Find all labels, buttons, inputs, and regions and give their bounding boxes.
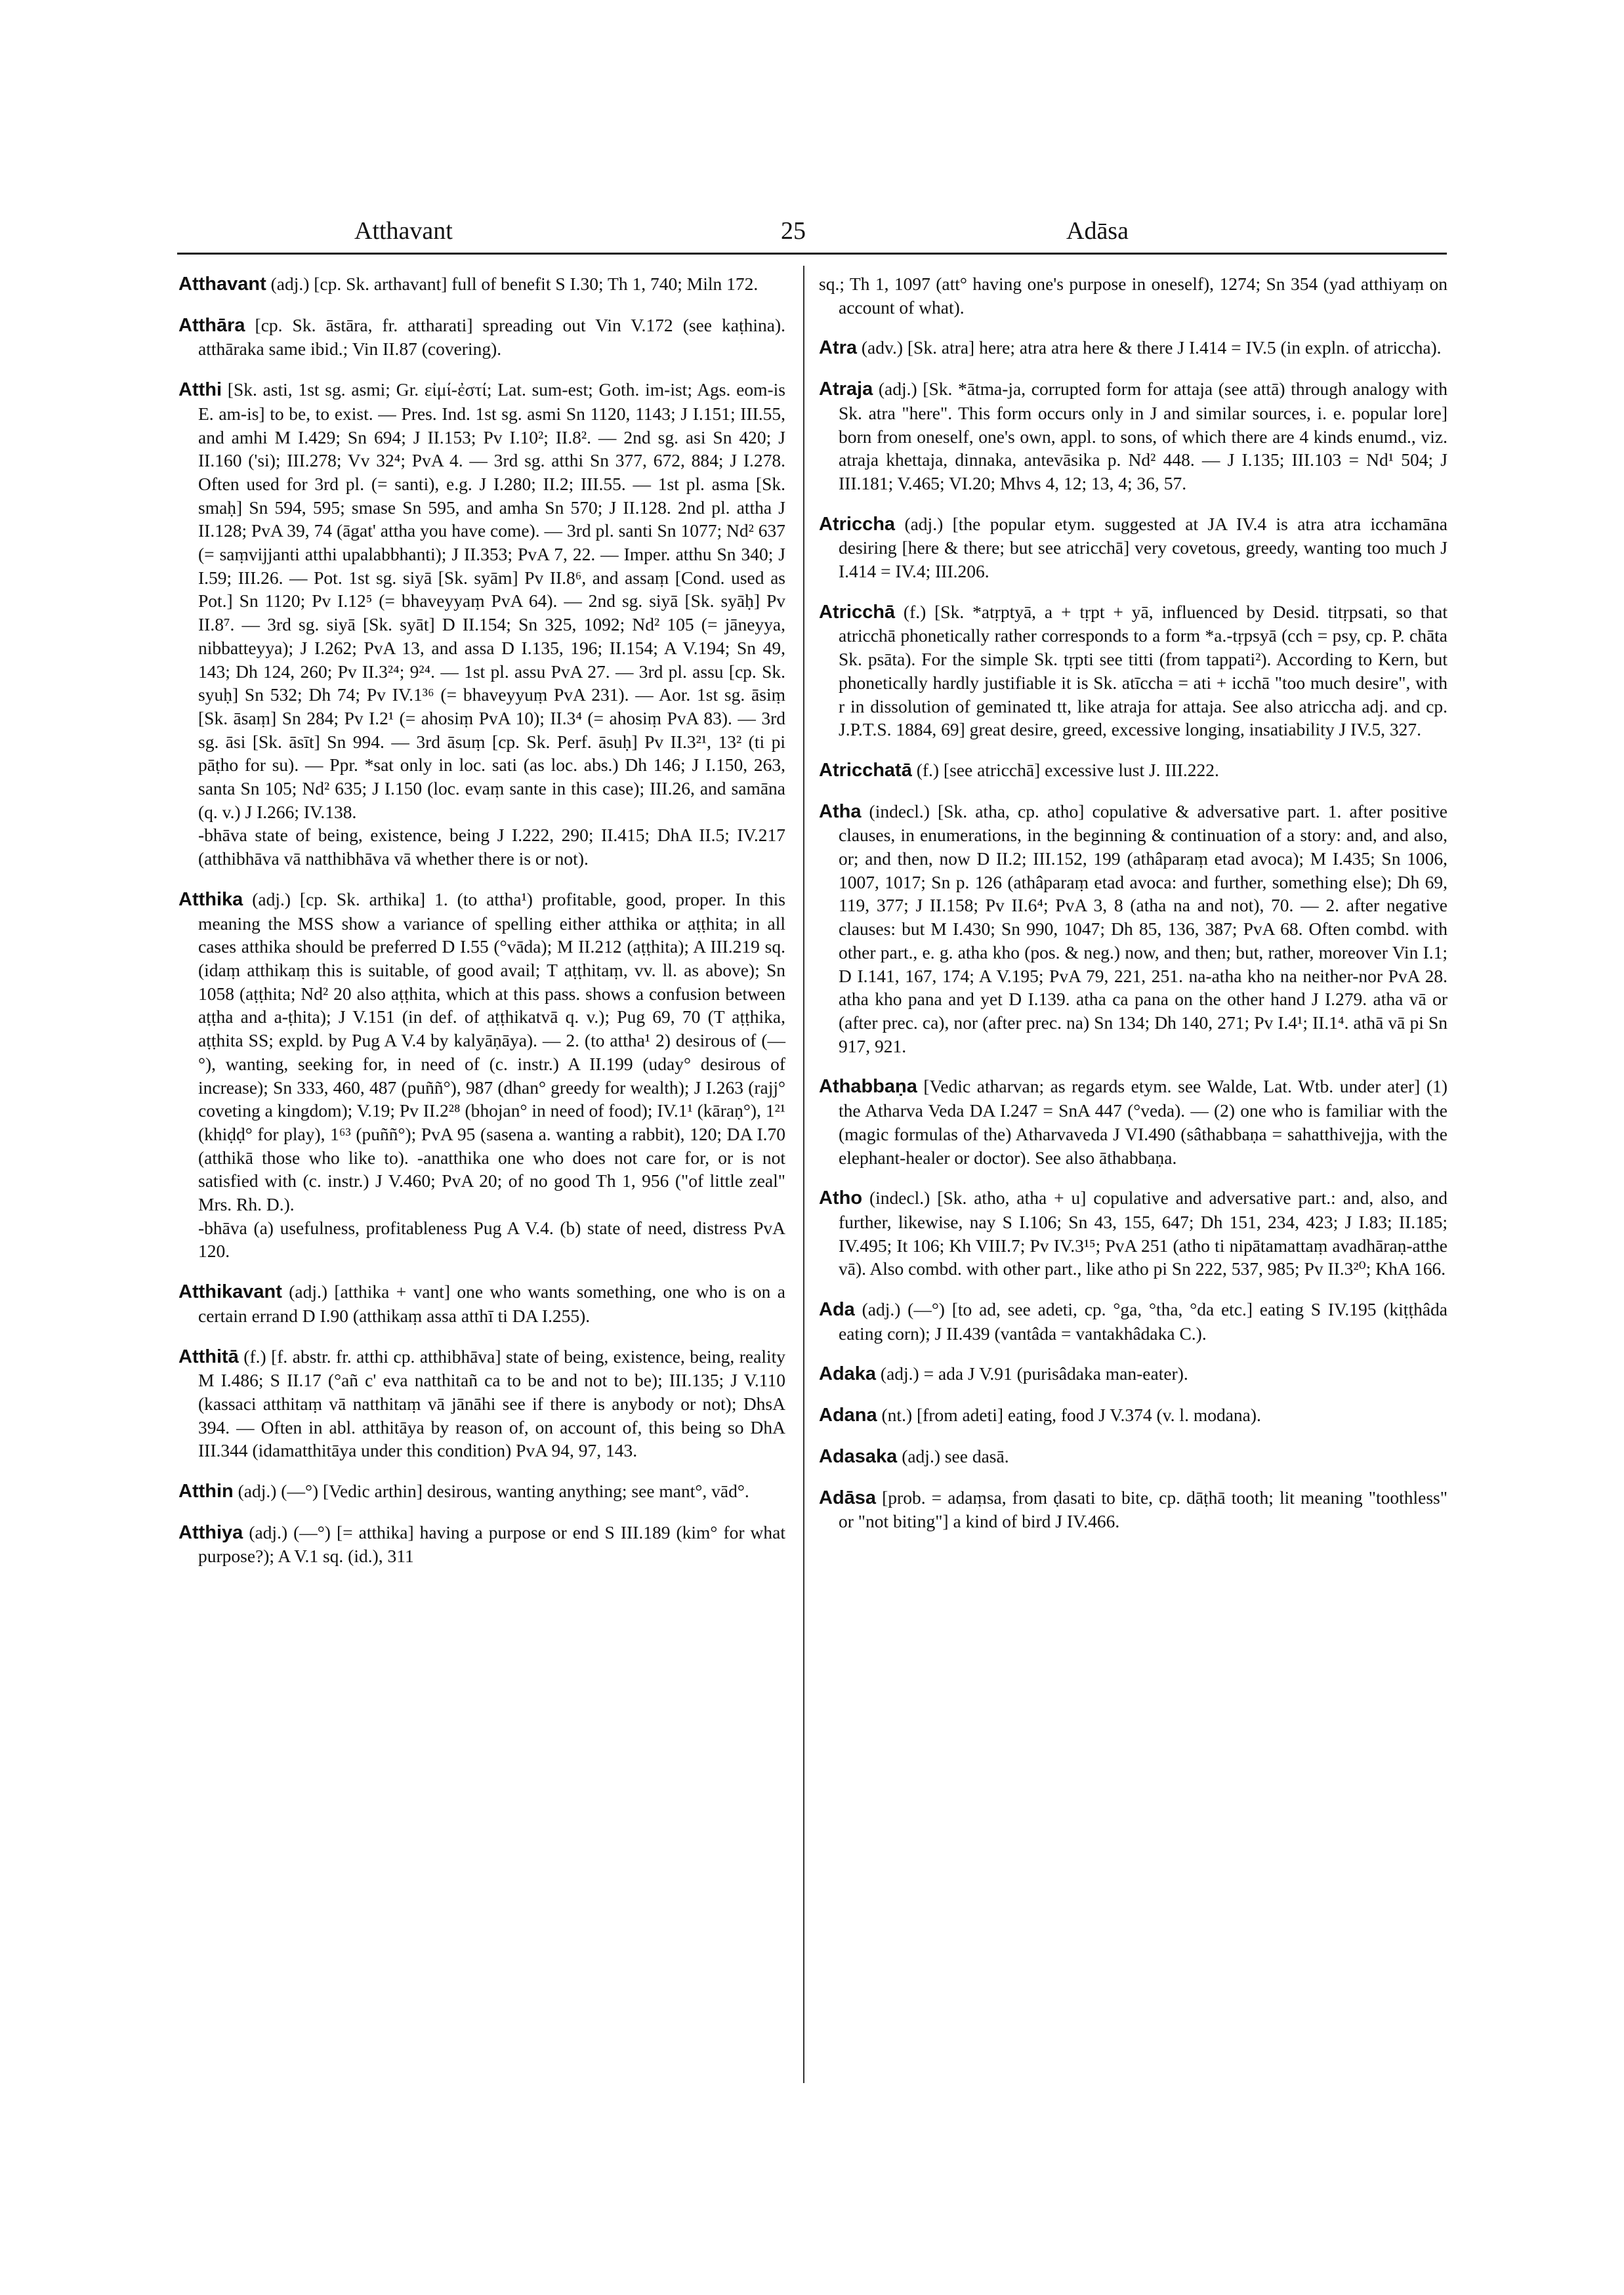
entry-atthavant	[178, 272, 785, 297]
headword: Atra	[819, 337, 858, 359]
entry-text: (f.) [Sk. *atṛptyā, a + tṛpt + yā, influenced by Desid. titṛpsati, so that atricchā phonetically rather corresponds to a form *a.-tṛpsyā (cch = psy, cp. P. chāta Sk. psāta). For the simple Sk. tṛpti see titti (from tappati²). According to Kern, but phonetically hardly justifiable it is Sk. atīccha = ati + icchā "too much desire", with r in dissolution of geminated tt, like atraja for attaja. See also atriccha adj. and cp. J.P.T.S. 1884, 69] great desire, greed, excessive longing, insatiability J IV.5, 327.	[839, 601, 1447, 740]
entry-ada	[819, 1298, 1447, 1345]
entry-text: (adj.) [the popular etym. suggested at JA IV.4 is atra atra icchamāna desiring [here & there; but see atricchā] very covetous, greedy, wanting too much J I.414 = IV.4; III.206.	[839, 513, 1447, 582]
headword: Atthāra	[178, 314, 245, 336]
headword: Adāsa	[819, 1487, 877, 1508]
entry-subentry: -bhāva state of being, existence, being J I.222, 290; II.415; DhA II.5; IV.217 (atthibhāva vā natthibhāva vā whether there is or not).	[198, 825, 785, 869]
page-number: 25	[781, 217, 806, 245]
entry-atra	[819, 336, 1447, 360]
entry-atthiya	[178, 1521, 785, 1568]
right-column	[819, 272, 1447, 1550]
entry-text: (adj.) [atthika + vant] one who wants something, one who is on a certain errand D I.90 (atthikaṃ assa atthī ti DA I.255).	[198, 1281, 785, 1326]
entry-atraja	[819, 377, 1447, 495]
entry-atricchata	[819, 758, 1447, 783]
running-head-left: Atthavant	[354, 217, 453, 245]
headword: Atthitā	[178, 1346, 239, 1367]
headword: Atho	[819, 1188, 863, 1209]
entry-atthita	[178, 1345, 785, 1463]
left-column	[178, 272, 785, 1585]
entry-text: [prob. = adaṃsa, from ḍasati to bite, cp. dāṭhā tooth; lit meaning "toothless" or "not biting"] a kind of bird J IV.466.	[839, 1487, 1447, 1532]
headword: Adana	[819, 1405, 877, 1426]
entry-atriccha	[819, 512, 1447, 583]
entry-subentry: -bhāva (a) usefulness, profitableness Pug A V.4. (b) state of need, distress PvA 120.	[198, 1217, 785, 1262]
entry-atha	[819, 800, 1447, 1058]
headword: Adaka	[819, 1363, 877, 1385]
headword: Atthiya	[178, 1521, 243, 1543]
entry-text: [Vedic atharvan; as regards etym. see Walde, Lat. Wtb. under ater] (1) the Atharva Veda DA I.247 = SnA 447 (°veda). — (2) one who is familiar with the (magic formulas of the) Atharvaveda J VI.490 (sâthabbaṇa = sahatthivejja, with the elephant-healer or doctor). See also āthabbaṇa.	[839, 1076, 1447, 1168]
entry-atho	[819, 1186, 1447, 1281]
entry-continuation	[819, 272, 1447, 319]
headword: Atthikavant	[178, 1281, 282, 1303]
entry-text: sq.; Th 1, 1097 (att° having one's purpose in oneself), 1274; Sn 354 (yad atthiyaṃ on account of what).	[819, 274, 1447, 318]
headword: Atricchā	[819, 601, 896, 623]
entry-text: (adj.) (—°) [= atthika] having a purpose or end S III.189 (kim° for what purpose?); A V.1 sq. (id.), 311	[198, 1521, 785, 1567]
entry-atthara	[178, 314, 785, 361]
entry-atthikavant	[178, 1280, 785, 1327]
entry-text: (adj.) [cp. Sk. arthika] 1. (to attha¹) profitable, good, proper. In this meaning the MSS show a variance of spelling either atthika or aṭṭhita; in all cases atthika should be preferred D I.55 (°vāda); M II.212 (aṭṭhita); A III.219 sq. (idaṃ atthikaṃ this is suitable, of good avail; T aṭṭhitaṃ, vv. ll. as above); Sn 1058 (aṭṭhita; Nd² 20 also aṭṭhita, which at this pass. shows a confusion between aṭṭha and a-ṭhita); J V.151 (in def. of aṭṭhikatvā q. v.); Pug 69, 70 (T aṭṭhika, aṭṭhita SS; expld. by Pug A V.4 by kalyāṇāya). — 2. (to attha¹ 2) desirous of (—°), wanting, seeking for, in need of (c. instr.) A II.199 (uday° desirous of increase); Sn 333, 460, 487 (puññ°), 987 (dhan° greedy for wealth); J I.263 (rajj° coveting a kingdom); V.19; Pv II.2²⁸ (bhojan° in need of food); IV.1¹ (kāraṇ°), 1²¹ (khiḍḍ° for play), 1⁶³ (puññ°); PvA 95 (sasena a. wanting a rabbit), 120; DA I.70 (atthikā those who like to). -anatthika one who does not care for, or is not satisfied with (c. instr.) J V.460; PvA 20; of no good Th 1, 956 ("of little zeal" Mrs. Rh. D.).	[198, 888, 785, 1215]
entry-text: [Sk. asti, 1st sg. asmi; Gr. εἰμί-ἐστί; Lat. sum-est; Goth. im-ist; Ags. eom-is E. am-is] to be, to exist. — Pres. Ind. 1st sg. asmi Sn 1120, 1143; J I.151; III.55, and amhi M I.429; Sn 694; J II.153; Pv I.10²; II.8². — 2nd sg. asi Sn 420; J II.160 ('si); III.278; Vv 32⁴; PvA 4. — 3rd sg. atthi Sn 377, 672, 884; J I.278. Often used for 3rd pl. (= santi), e.g. J I.280; II.2; III.55. — 1st pl. asma [Sk. smaḥ] Sn 594, 595; smase Sn 595, and amha Sn 570; J II.128. 2nd pl. attha J II.128; PvA 39, 74 (āgat' attha you have come). — 3rd pl. santi Sn 1077; Nd² 637 (= saṃvijjanti atthi upalabbhanti); J II.353; PvA 7, 22. — Imper. atthu Sn 340; J I.59; III.26. — Pot. 1st sg. siyā [Sk. syām] Pv II.8⁶, and assaṃ [Cond. used as Pot.] Sn 1120; Pv I.12⁵ (= bhaveyyaṃ PvA 64). — 2nd sg. siyā [Sk. syāḥ] Pv II.8⁷. — 3rd sg. siyā [Sk. syāt] D II.154; Sn 325, 1092; Nd² 105 (= jāneyya, nibbatteyya); J I.262; PvA 13, and assa D I.135, 196; II.154; A V.194; Sn 49, 143; Dh 124, 260; Pv II.3²⁴; 9²⁴. — 1st pl. assu PvA 27. — 3rd pl. assu [cp. Sk. syuḥ] Sn 532; Dh 74; Pv IV.1³⁶ (= bhaveyyuṃ PvA 231). — Aor. 1st sg. āsiṃ [Sk. āsaṃ] Sn 284; Pv I.2¹ (= ahosiṃ PvA 10); II.3⁴ (= ahosiṃ PvA 83). — 3rd sg. āsi [Sk. āsīt] Sn 994. — 3rd āsuṃ [cp. Sk. Perf. āsuḥ] Pv II.3²¹, 13² (ti pi pāṭho for su). — Ppr. *sat only in loc. sati (as loc. abs.) Dh 146; J I.150, 263, santa Sn 105; Nd² 635; J I.150 (loc. evaṃ sante in this case); III.26, and samāna (q. v.) J I.266; IV.138.	[198, 379, 785, 822]
entry-athabbana	[819, 1075, 1447, 1169]
headword: Atthin	[178, 1481, 234, 1502]
entry-text: (adj.) = ada J V.91 (purisâdaka man-eater).	[876, 1363, 1188, 1384]
column-divider	[803, 266, 804, 2083]
entry-adasa	[819, 1486, 1447, 1533]
headword: Ada	[819, 1299, 855, 1321]
headword: Atthi	[178, 379, 222, 401]
entry-atthin	[178, 1479, 785, 1504]
entry-atriccha	[819, 600, 1447, 741]
entry-text: (f.) [see atricchā] excessive lust J. III.222.	[911, 759, 1219, 780]
entry-text: (adj.) [cp. Sk. arthavant] full of benefit S I.30; Th 1, 740; Miln 172.	[266, 274, 759, 294]
entry-text: (adj.) (—°) [Vedic arthin] desirous, wanting anything; see mant°, vād°.	[233, 1481, 749, 1502]
headword: Atthika	[178, 888, 243, 910]
entry-text: (indecl.) [Sk. atha, cp. atho] copulative & adversative part. 1. after positive clauses, in enumerations, in the beginning & continuation of a story: and, and also, or; and then, now D II.2; III.152, 199 (athâparaṃ etad avoca); M I.435; Sn 1006, 1007, 1017; Sn p. 126 (athâparaṃ etad avoca: and further, something else); Dh 69, 119, 377; J II.158; Pv II.6⁴; PvA 3, 8 (atha na and not), 70. — 2. after negative clauses: but M I.430; Sn 990, 1047; Dh 85, 136, 387; PvA 68. Often combd. with other part., e. g. atha kho (pos. & neg.) now, and then; but, rather, moreover Vin I.1; D I.141, 167, 174; A V.195; PvA 79, 221, 251. na-atha kho na neither-nor PvA 28. atha kho pana and yet D I.139. atha ca pana on the other hand J I.279. atha vā or (after prec. ca), nor (after prec. na) Sn 134; Dh 140, 271; Pv I.4¹; II.1⁴. athā vā pi Sn 917, 921.	[839, 800, 1447, 1056]
entry-text: (nt.) [from adeti] eating, food J V.374 (v. l. modana).	[877, 1405, 1261, 1426]
entry-text: [cp. Sk. āstāra, fr. attharati] spreading out Vin V.172 (see kaṭhina). atthāraka same ibid.; Vin II.87 (covering).	[198, 314, 785, 360]
entry-adasaka	[819, 1445, 1447, 1469]
header-rule	[177, 253, 1447, 255]
entry-text: (adj.) [Sk. *ātma-ja, corrupted form for attaja (see attā) through analogy with Sk. atra "here". This form occurs only in J and similar sources, i. e. popular lore] born from oneself, one's own, appl. to sons, of which there are 4 kinds enumd., viz. atraja khettaja, dinnaka, antevāsika p. Nd² 448. — J I.135; III.103 = Nd¹ 504; J III.181; V.465; VI.20; Mhvs 4, 12; 13, 4; 36, 57.	[839, 379, 1447, 493]
entry-atthika	[178, 888, 785, 1263]
entry-text: (indecl.) [Sk. atho, atha + u] copulative and adversative part.: and, also, and further, likewise, nay S I.106; Sn 43, 155, 647; Dh 151, 234, 423; J I.83; II.185; IV.495; It 106; Kh VIII.7; Pv IV.3¹⁵; PvA 251 (atho ti nipātamattaṃ avadhāraṇ-atthe vā). Also combd. with other part., like atho pi Sn 222, 537, 985; Pv II.3²⁰; KhA 166.	[839, 1188, 1447, 1279]
entry-adana	[819, 1403, 1447, 1428]
headword: Athabbaṇa	[819, 1076, 917, 1098]
headword: Atricchatā	[819, 759, 912, 781]
entry-text: (adj.) see dasā.	[897, 1445, 1009, 1466]
headword: Atriccha	[819, 513, 896, 535]
headword: Adasaka	[819, 1445, 898, 1467]
headword: Atha	[819, 800, 862, 822]
entry-adaka	[819, 1362, 1447, 1386]
headword: Atthavant	[178, 274, 266, 295]
headword: Atraja	[819, 379, 873, 400]
entry-atthi	[178, 378, 785, 871]
entry-text: (adj.) (—°) [to ad, see adeti, cp. °ga, °tha, °da etc.] eating S IV.195 (kiṭṭhâda eating corn); J II.439 (vantâda = vantakhâdaka C.).	[839, 1299, 1447, 1344]
entry-text: (adv.) [Sk. atra] here; atra atra here & there J I.414 = IV.5 (in expln. of atriccha).	[857, 337, 1442, 358]
entry-text: (f.) [f. abstr. fr. atthi cp. atthibhāva] state of being, existence, being, reality M I.486; S II.17 (°añ c' eva natthitañ ca to be and not to be); III.135; J V.110 (kassaci atthitaṃ vā natthitaṃ vā jānāhi see if there is anybody or not); DhsA 394. — Often in abl. atthitāya by reason of, on account of, this being so DhA III.344 (idamatthitāya under this condition) PvA 94, 97, 143.	[198, 1346, 785, 1461]
page-header	[177, 209, 1447, 255]
running-head-right: Adāsa	[1066, 217, 1129, 245]
